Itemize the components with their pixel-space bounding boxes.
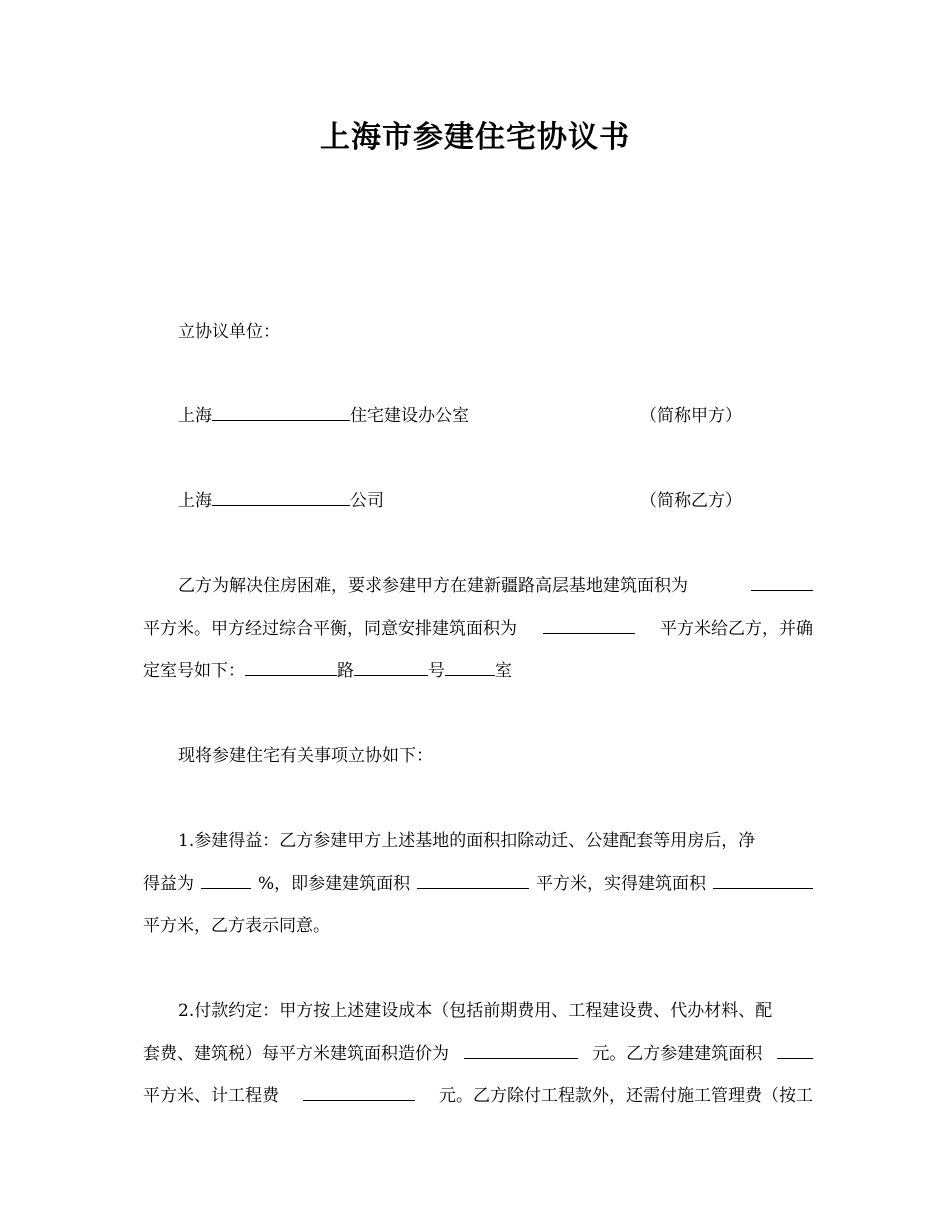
party-b-note: （简称乙方） [640, 491, 742, 511]
road-blank[interactable] [245, 660, 337, 676]
party-a-suffix: 住宅建设办公室 [350, 406, 469, 426]
intro-text-3c: 号 [428, 661, 445, 681]
participating-area-blank[interactable] [417, 873, 529, 889]
number-blank[interactable] [354, 660, 428, 676]
clause-1-text-2c: 平方米，实得建筑面积 [536, 874, 707, 894]
net-gain-percent-blank[interactable] [201, 873, 251, 889]
document-title: 上海市参建住宅协议书 [320, 120, 630, 155]
lead-in: 现将参建住宅有关事项立协如下： [178, 746, 433, 766]
total-area-blank[interactable] [751, 575, 813, 591]
clause-1-line-2 [143, 873, 813, 895]
intro-text-2a: 平方米。甲方经过综合平衡，同意安排建筑面积为 [143, 619, 517, 639]
party-b-name-blank[interactable] [212, 490, 350, 506]
intro-text-2b: 平方米给乙方，并确 [660, 619, 813, 639]
party-b-suffix: 公司 [350, 491, 384, 511]
clause-2-text-2a: 套费、建筑税）每平方米建筑面积造价为 [143, 1044, 449, 1064]
allocated-area-blank[interactable] [543, 618, 635, 634]
clause-2-line-3 [143, 1085, 813, 1107]
intro-line-1 [178, 575, 813, 597]
clause-2-area-blank[interactable] [777, 1043, 813, 1059]
clause-2-line-1: 2.付款约定：甲方按上述建设成本（包括前期费用、工程建设费、代办材料、配 [178, 1001, 773, 1021]
intro-text-1: 乙方为解决住房困难，要求参建甲方在建新疆路高层基地建筑面积为 [178, 576, 688, 596]
engineering-fee-blank[interactable] [303, 1085, 415, 1101]
clause-1-text-2b: %，即参建建筑面积 [257, 874, 411, 894]
room-blank[interactable] [445, 660, 495, 676]
intro-line-2 [143, 618, 813, 640]
unit-cost-blank[interactable] [464, 1043, 578, 1059]
clause-2-text-2b: 元。乙方参建建筑面积 [592, 1044, 763, 1064]
clause-2-text-3b: 元。乙方除付工程款外，还需付施工管理费（按工 [439, 1086, 813, 1106]
clause-2-line-2 [143, 1043, 813, 1065]
clause-1-line-3: 平方米，乙方表示同意。 [143, 916, 330, 936]
clause-1-text-2a: 得益为 [143, 874, 194, 894]
intro-line-3 [143, 660, 813, 682]
intro-text-3b: 路 [337, 661, 354, 681]
party-a-name-blank[interactable] [212, 405, 350, 421]
party-a-note: （简称甲方） [640, 406, 742, 426]
clause-2-text-3a: 平方米、计工程费 [143, 1086, 279, 1106]
party-a-prefix: 上海 [178, 406, 212, 426]
intro-text-3a: 定室号如下： [143, 661, 245, 681]
intro-text-3d: 室 [495, 661, 512, 681]
clause-1-line-1: 1.参建得益：乙方参建甲方上述基地的面积扣除动迁、公建配套等用房后，净 [178, 831, 756, 851]
signatories-label: 立协议单位： [178, 322, 280, 342]
actual-area-blank[interactable] [713, 873, 813, 889]
party-b-prefix: 上海 [178, 491, 212, 511]
